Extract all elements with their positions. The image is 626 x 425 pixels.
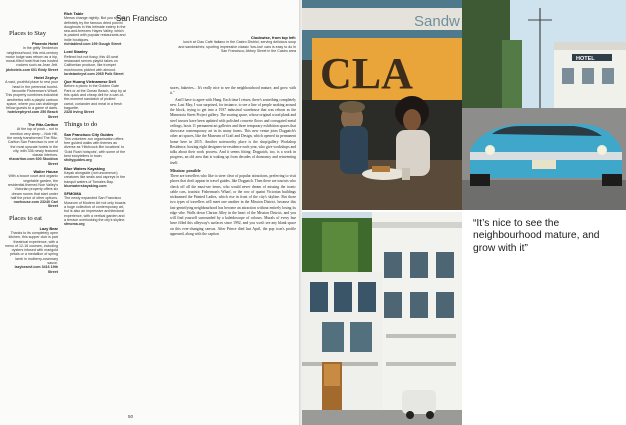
entry-body: This volunteer-run organisation offers free guided walks with themes as diverse as 'Hitchcock film locations' to 'Gold Rush hotspots', with some of the best storytellers in town. — [64, 136, 126, 159]
thing-entry — [64, 192, 126, 226]
entry-address: ritzcarlton.com 600 Stockton Street — [8, 157, 58, 166]
entry-name: Waller House — [33, 169, 58, 175]
entry-address: lordstanleysf.com 2065 Polk Street — [64, 71, 124, 76]
cafe-sign-text: Sandw — [414, 13, 460, 30]
article-paragraph: And I have to agree with Hang. Each time I return, there's something completely new. Last May, I was surprised, for instance, to see a line of people snaking around the block, trying to get into a 1937 industrial warehouse that was reborn as the Minnesota Street Project gallery. The soaring space, whose original wood plank and steel trusses have been updated with polished concrete floors and corrugated metal ceilings, hosts 11 permanent art galleries and three temporary exhibition spaces that showcase contemporary art in its many forms. This new venue joins Dogpatch's other art spaces, like the Museum of Craft and Design, which opened its permanent home here in 2015. Another noteworthy place is the shop/gallery Workshop Residence, hosting eight designers-in-residence each year, who give workshops and talks about their work process. And it seems fitting: Dogpatch, too, is a work in progress, an old area that is waking up from decades of dormancy and reinventing itself. — [170, 97, 297, 165]
article-body — [170, 86, 296, 238]
thing-entry — [64, 167, 126, 188]
hotel-sign-text: HOTEL — [576, 56, 595, 62]
eat-entry — [64, 12, 126, 46]
entry-body: A vast, youthful place to rest your head in the perennial tourist-favourite Fisherman's Wharf. This property combines industrial aesthetics with a playful cartoon space, where you can challenge fellow guests to a game of darts. — [5, 80, 58, 111]
stay-entry — [5, 42, 58, 72]
places-to-eat-heading: Places to eat — [9, 214, 42, 222]
stay-entry — [5, 76, 58, 119]
eat-entry — [64, 80, 126, 114]
photo-caption — [178, 36, 296, 53]
entry-address: 2328 Irving Street — [64, 110, 94, 115]
entry-address: sfcityguides.org — [64, 158, 92, 163]
entry-name: Que Huong Vietnamese Deli — [64, 79, 116, 85]
entry-address: lazybearsf.com 3416 19th Street — [14, 265, 58, 274]
entry-body: Menus change nightly. But you should definitely try the famous dried porcini doughnuts in this intimate eatery in the sea-and-breezes Hayes Valley, which is packed with popular restaurants and indie boutiques. — [64, 16, 126, 42]
entry-name: Hotel Zephyr — [34, 75, 58, 81]
stay-entry — [5, 170, 58, 209]
houses-photo — [302, 212, 462, 425]
page-number: 50 — [128, 414, 134, 419]
entry-name: Phoenix Hotel — [32, 41, 58, 46]
entry-body: Before a picnic in the Golden Gate Park or at the Ocean Beach, stop by at this quick and cheap deli for a cart-of-the-moment sandwich of pickled carrot, coriander and meat in a fresh baguette. — [64, 84, 126, 110]
entry-body: Thanks to its completely open kitchen, this supper club is part theatrical experience, with a menu of 12-16 courses, including oysters infused with marigold petals or a medallion of spring lamb in mulberry-rosemary sauce. — [5, 230, 58, 266]
entry-body: At the top of posh – not to mention very steep – Nob Hill, the newly transformed The Ritz-Carlton San Francisco is one of the most upscale hotels in the city, with 336 newly featured classic interiors. — [7, 127, 58, 158]
article-subhead: Mission: possible — [170, 167, 201, 173]
places-column — [5, 24, 58, 278]
thing-entry — [64, 133, 126, 163]
eat-entry — [64, 50, 126, 76]
entry-name: The Ritz-Carlton — [27, 122, 58, 128]
entry-address: noehouse.com 23240 Carl Street — [13, 200, 58, 209]
cafe-photo — [302, 0, 462, 210]
car-photo-graphic — [462, 0, 626, 210]
cafe-sign-text-2: CLA — [320, 49, 413, 98]
pull-quote: “It’s nice to see the neighbourhood mature, and grow with it” — [473, 218, 600, 254]
article-paragraph: stores, bakeries... It's really nice to see the neighbourhood mature, and grow with it." — [170, 86, 296, 96]
entry-body: Refined but not fussy, this 40-seat restaurant serves playful takes on Californian produce, like trumpet mushrooms pickled with almond. — [64, 54, 119, 72]
article-paragraph: There are travellers who like to steer clear of popular attractions, preferring to visit places that don't appear in travel guides, like Dogpatch. Then there are tourists who check off all the must-see items, who would never dream of missing the iconic cable cars, touristic Fisherman's Wharf, or the row of quaint Victorian buildings nicknamed the Painted Ladies, which rise in front of the city's skyline. But those two types of travellers will meet one another in the Mission District, because this fast-gentrifying neighbourhood has become an attraction without entirely losing its edge vibe. Walls down Clarion Alley in the heart of the Mission District, and you will find yourself surrounded by a kaleidoscope of colours. Murals of every hue have filled this alleyway's surfaces since 1992, and you won't see any blank space on this ever-changing canvas. After Prince died last April, the pop icon's profile appeared, along with the caption — [170, 174, 296, 236]
entry-name: San Francisco City Guides — [64, 131, 114, 137]
entry-address: hotelzephyrsf.com 250 Beach Street — [7, 110, 58, 119]
entry-name: Blue Waters Kayaking — [64, 165, 105, 171]
entry-address: richtablesf.com 199 Gough Street — [64, 42, 122, 47]
car-photo — [462, 0, 626, 210]
entry-address: sfmoma.org — [64, 222, 85, 227]
entry-address: bluewaterskayaking.com — [64, 183, 107, 188]
eats-and-things-column — [64, 10, 126, 230]
places-to-stay-heading: Places to Stay — [9, 30, 46, 37]
entry-body: Kayak alongside (not uncommon) creatures like seals and ospreys in the tranquil waters of Tomales Bay. — [64, 170, 126, 184]
houses-photo-graphic — [302, 212, 462, 425]
entry-body: With a bocce court and organic vegetable garden, the residential-themed Noe Valley's Victorian property offers six dream rooms that start under half the price of other options. — [7, 174, 58, 200]
entry-name: Lazy Bear — [39, 225, 58, 231]
entry-body: The newly expanded San Francisco Museum of Modern Art not only boasts a huge collection of contemporary art, but is also an impressive architectural experience, with a vertical garden and a terrace overlooking the city's skyline. — [64, 196, 126, 222]
entry-name: SFMOMA — [64, 191, 82, 197]
entry-name: Rich Table — [64, 11, 84, 16]
cafe-photo-graphic — [302, 0, 462, 210]
caption-lead: Clockwise, from top left: — [250, 35, 296, 40]
things-to-do-heading: Things to do — [64, 120, 98, 128]
entry-name: Lord Stanley — [64, 49, 88, 55]
entry-address: jdvhotels.com 601 Eddy Street — [5, 67, 58, 72]
section-tag: San Francisco — [116, 14, 168, 23]
caption-text: lunch at Ciao Café Italiano in the Castro District, serving delicious soup and sandwiches; sporting impressive classic 'low-low' cars is easy to do in San Francisco; Abbey Street in the Castro area — [178, 40, 296, 53]
entry-body: In the gritty Tenderloin neighbourhood, this mid-century motor lodge was reborn as a hip, mural-filled hotel that has hosted rockers such as Jean Jett. — [5, 46, 58, 68]
stay-entry — [5, 123, 58, 166]
eat-entry — [5, 227, 58, 274]
